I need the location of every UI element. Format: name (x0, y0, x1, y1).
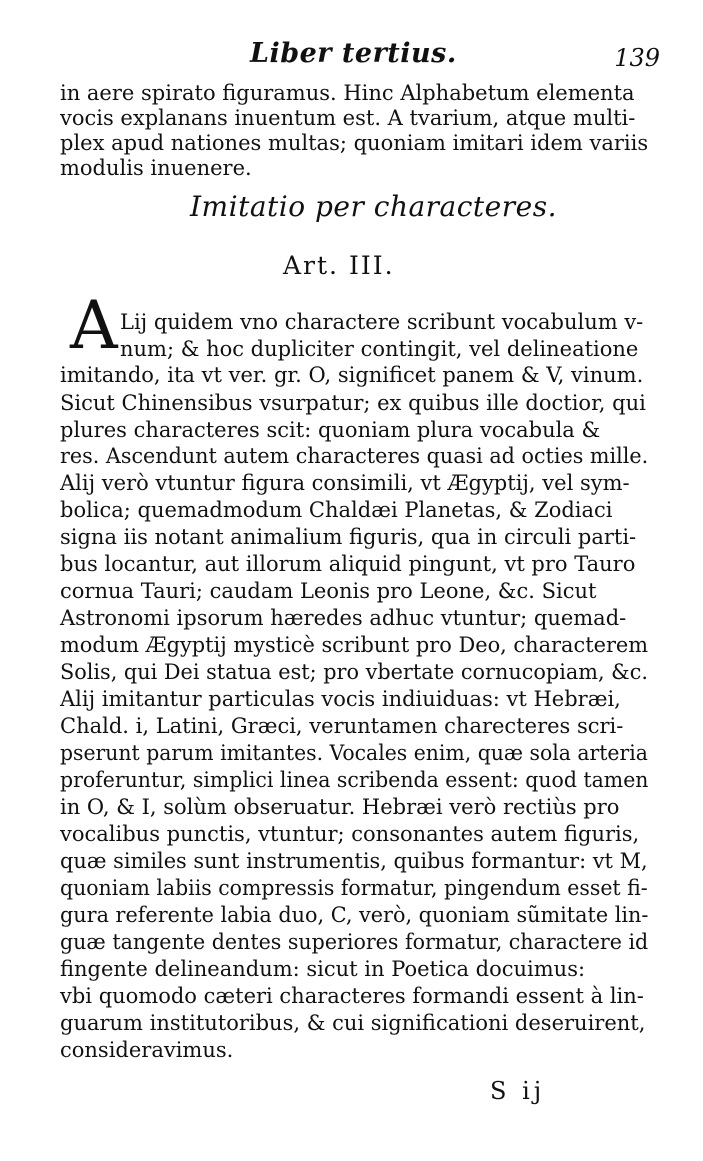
text-line: cornua Tauri; caudam Leonis pro Leone, &c. Sicut (60, 579, 597, 603)
text-line: consideravimus. (60, 1038, 234, 1062)
text-line: vocalibus punctis, vtuntur; consonantes autem figuris, (60, 822, 640, 846)
text-line: quæ similes sunt instrumentis, quibus formantur: vt M, (60, 849, 648, 873)
text-line: modulis inuenere. (60, 156, 252, 180)
signature-mark: S ij (490, 1077, 546, 1105)
section-heading: Imitatio per characteres. (190, 190, 557, 223)
text-line: num; & hoc dupliciter contingit, vel delineatione (120, 337, 639, 361)
text-line: vocis explanans inuentum est. A tvarium, atque multi- (60, 106, 636, 130)
text-line: Lij quidem vno charactere scribunt vocabulum v- (120, 310, 644, 334)
text-line: pserunt parum imitantes. Vocales enim, quæ sola arteria (60, 741, 648, 765)
text-line: Astronomi ipsorum hæredes adhuc vtuntur; quemad- (60, 606, 627, 630)
text-line: imitando, ita vt ver. gr. O, significet panem & V, vinum. (60, 363, 644, 387)
text-line: modum Ægyptij mysticè scribunt pro Deo, characterem (60, 633, 649, 657)
text-line: Chald. i, Latini, Græci, veruntamen charecteres scri- (60, 714, 624, 738)
text-line: quoniam labiis compressis formatur, pingendum esset fi- (60, 876, 648, 900)
text-line: vbi quomodo cæteri characteres formandi essent à lin- (60, 984, 644, 1008)
article-label: Art. III. (283, 251, 395, 280)
page-header (60, 38, 660, 78)
text-line: gura referente labia duo, C, verò, quoniam sũmitate lin- (60, 903, 649, 927)
drop-cap: A (70, 287, 118, 364)
text-line: plures characteres scit: quoniam plura vocabula & (60, 418, 601, 442)
text-line: guæ tangente dentes superiores formatur, charactere id (60, 930, 649, 954)
text-line: proferuntur, simplici linea scribenda essent: quod tamen (60, 768, 649, 792)
text-line: Solis, qui Dei statua est; pro vbertate cornucopiam, &c. (60, 660, 648, 684)
text-line: guarum institutoribus, & cui significationi deseruirent, (60, 1011, 646, 1035)
text-line: bus locantur, aut illorum aliquid pingunt, vt pro Tauro (60, 552, 636, 576)
text-line: res. Ascendunt autem characteres quasi ad octies mille. (60, 444, 649, 468)
text-line: Alij imitantur particulas vocis indiuiduas: vt Hebræi, (60, 687, 621, 711)
page-number: 139 (614, 44, 660, 72)
text-line: plex apud nationes multas; quoniam imitari idem variis (60, 131, 649, 155)
text-line: bolica; quemadmodum Chaldæi Planetas, & Zodiaci (60, 498, 613, 522)
text-line: Alij verò vtuntur figura consimili, vt Ægyptij, vel sym- (60, 471, 630, 495)
text-line: signa iis notant animalium figuris, qua in circuli parti- (60, 525, 637, 549)
running-title: Liber tertius. (250, 38, 457, 69)
text-line: Sicut Chinensibus vsurpatur; ex quibus ille doctior, qui (60, 391, 646, 415)
text-line: in O, & I, solùm obseruatur. Hebræi verò rectiùs pro (60, 795, 620, 819)
text-line: in aere spirato figuramus. Hinc Alphabetum elementa (60, 81, 635, 105)
text-line: fingente delineandum: sicut in Poetica docuimus: (60, 957, 586, 981)
